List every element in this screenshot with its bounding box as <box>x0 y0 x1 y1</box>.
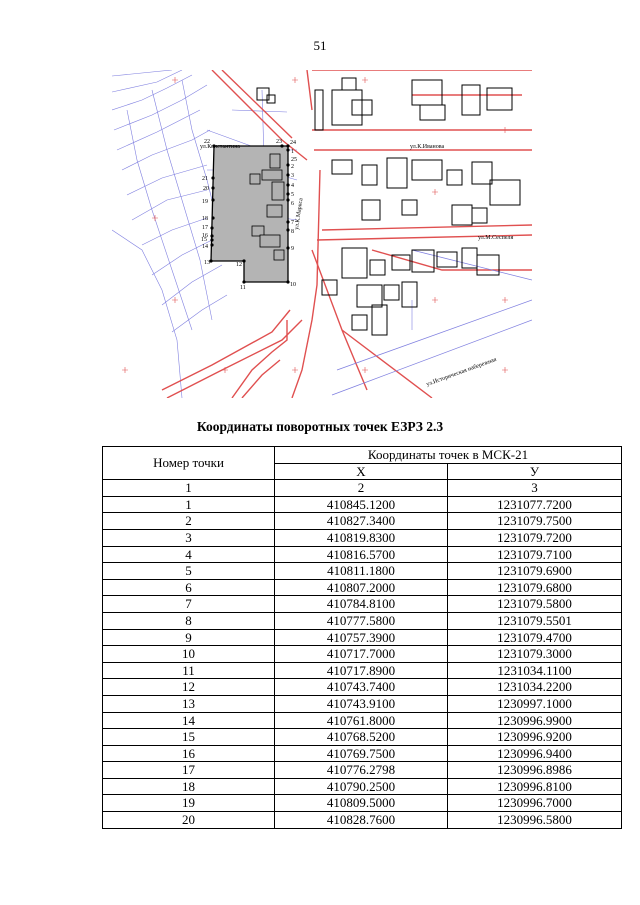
page-number: 51 <box>313 38 327 53</box>
cell-number: 5 <box>103 563 275 580</box>
cell-x: 410757.3900 <box>275 629 448 646</box>
point-label: 17 <box>202 225 208 231</box>
cell-number: 7 <box>103 596 275 613</box>
cell-y: 1230996.9900 <box>448 712 622 729</box>
cell-y: 1230996.8100 <box>448 778 622 795</box>
cell-x: 410811.1800 <box>275 563 448 580</box>
table-row <box>103 513 622 530</box>
point-label: 13 <box>204 260 210 266</box>
point-label: 11 <box>240 285 246 291</box>
street-label-ivanova: ул.К.Иванова <box>410 144 445 150</box>
point-label: 2 <box>291 164 294 170</box>
cell-x: 410845.1200 <box>275 496 448 513</box>
cell-x: 410777.5800 <box>275 612 448 629</box>
cell-y: 1231079.7500 <box>448 513 622 530</box>
point-label: 19 <box>202 199 208 205</box>
point-label: 20 <box>203 186 209 192</box>
cell-number: 14 <box>103 712 275 729</box>
site-map <box>112 70 532 398</box>
point-label: 1 <box>291 149 294 155</box>
cell-y: 1231079.6900 <box>448 563 622 580</box>
cell-x: 410717.7000 <box>275 646 448 663</box>
header-point-number: Номер точки <box>103 447 275 480</box>
cell-number: 4 <box>103 546 275 563</box>
cell-y: 1231034.1100 <box>448 662 622 679</box>
cell-x: 410828.7600 <box>275 812 448 829</box>
street-label-embankment: ул.Историческая набережная <box>425 356 498 388</box>
cell-number: 12 <box>103 679 275 696</box>
cell-number: 15 <box>103 729 275 746</box>
header-coords-group: Координаты точек в МСК-21 <box>275 447 622 464</box>
coordinates-table <box>102 446 622 829</box>
table-row <box>103 646 622 663</box>
cell-y: 1230997.1000 <box>448 695 622 712</box>
point-label: 10 <box>290 282 296 288</box>
point-label: 5 <box>291 192 294 198</box>
cell-number: 13 <box>103 695 275 712</box>
cell-x: 410819.8300 <box>275 529 448 546</box>
street-label-sespelya: ул.М.Сеспеля <box>478 235 514 241</box>
cell-number: 17 <box>103 762 275 779</box>
cell-number: 16 <box>103 745 275 762</box>
index-cell: 3 <box>448 480 622 497</box>
cell-x: 410761.8000 <box>275 712 448 729</box>
table-row <box>103 712 622 729</box>
point-label: 25 <box>291 157 297 163</box>
point-label: 24 <box>290 140 296 146</box>
cell-number: 6 <box>103 579 275 596</box>
index-cell: 2 <box>275 480 448 497</box>
cell-y: 1230996.9400 <box>448 745 622 762</box>
table-row <box>103 529 622 546</box>
table-title: Координаты поворотных точек ЕЗРЗ 2.3 <box>196 419 444 434</box>
table-row <box>103 546 622 563</box>
cell-number: 11 <box>103 662 275 679</box>
table-row <box>103 679 622 696</box>
cell-y: 1231077.7200 <box>448 496 622 513</box>
point-label: 23 <box>276 139 282 145</box>
table-row <box>103 612 622 629</box>
table-row <box>103 629 622 646</box>
cell-number: 10 <box>103 646 275 663</box>
cell-x: 410827.3400 <box>275 513 448 530</box>
point-label: 22 <box>204 139 210 145</box>
table-row <box>103 579 622 596</box>
cell-number: 1 <box>103 496 275 513</box>
cell-x: 410717.8900 <box>275 662 448 679</box>
cell-y: 1231079.5800 <box>448 596 622 613</box>
table-row <box>103 762 622 779</box>
map-drawing <box>112 70 532 398</box>
cell-y: 1230996.8986 <box>448 762 622 779</box>
point-label: 3 <box>291 173 294 179</box>
table-row <box>103 596 622 613</box>
cell-y: 1230996.5800 <box>448 812 622 829</box>
point-label: 4 <box>291 183 294 189</box>
table-row <box>103 662 622 679</box>
cell-x: 410807.2000 <box>275 579 448 596</box>
cell-y: 1231079.3000 <box>448 646 622 663</box>
cell-y: 1231034.2200 <box>448 679 622 696</box>
cell-number: 2 <box>103 513 275 530</box>
point-label: 16 <box>202 233 208 239</box>
point-label: 6 <box>291 201 294 207</box>
point-label: 21 <box>202 176 208 182</box>
cell-y: 1231079.7100 <box>448 546 622 563</box>
table-row <box>103 812 622 829</box>
table-row <box>103 563 622 580</box>
point-label: 15 <box>201 237 207 243</box>
point-label: 9 <box>291 246 294 252</box>
cell-x: 410790.2500 <box>275 778 448 795</box>
cell-number: 8 <box>103 612 275 629</box>
table-row <box>103 745 622 762</box>
street-label-karla-marksa: ул.К.Маркса <box>294 197 305 231</box>
point-label: 18 <box>202 216 208 222</box>
header-x: X <box>275 463 448 480</box>
cell-y: 1230996.7000 <box>448 795 622 812</box>
cell-y: 1231079.4700 <box>448 629 622 646</box>
table-row <box>103 496 622 513</box>
point-label: 7 <box>291 220 294 226</box>
table-row <box>103 729 622 746</box>
table-row <box>103 778 622 795</box>
cell-number: 3 <box>103 529 275 546</box>
point-label: 8 <box>291 229 294 235</box>
point-label: 12 <box>236 262 242 268</box>
header-y: У <box>448 463 622 480</box>
cell-x: 410809.5000 <box>275 795 448 812</box>
cell-y: 1231079.6800 <box>448 579 622 596</box>
cell-y: 1230996.9200 <box>448 729 622 746</box>
index-row <box>103 480 622 497</box>
table-row <box>103 795 622 812</box>
cell-x: 410768.5200 <box>275 729 448 746</box>
cell-x: 410743.7400 <box>275 679 448 696</box>
street-label-top-left: ул.Константина <box>200 144 241 150</box>
cell-x: 410776.2798 <box>275 762 448 779</box>
cell-y: 1231079.7200 <box>448 529 622 546</box>
cell-y: 1231079.5501 <box>448 612 622 629</box>
cell-x: 410743.9100 <box>275 695 448 712</box>
cell-number: 18 <box>103 778 275 795</box>
cell-number: 20 <box>103 812 275 829</box>
index-cell: 1 <box>103 480 275 497</box>
cell-number: 19 <box>103 795 275 812</box>
cell-number: 9 <box>103 629 275 646</box>
cell-x: 410784.8100 <box>275 596 448 613</box>
point-label: 14 <box>202 244 208 250</box>
cell-x: 410769.7500 <box>275 745 448 762</box>
cell-x: 410816.5700 <box>275 546 448 563</box>
table-row <box>103 695 622 712</box>
